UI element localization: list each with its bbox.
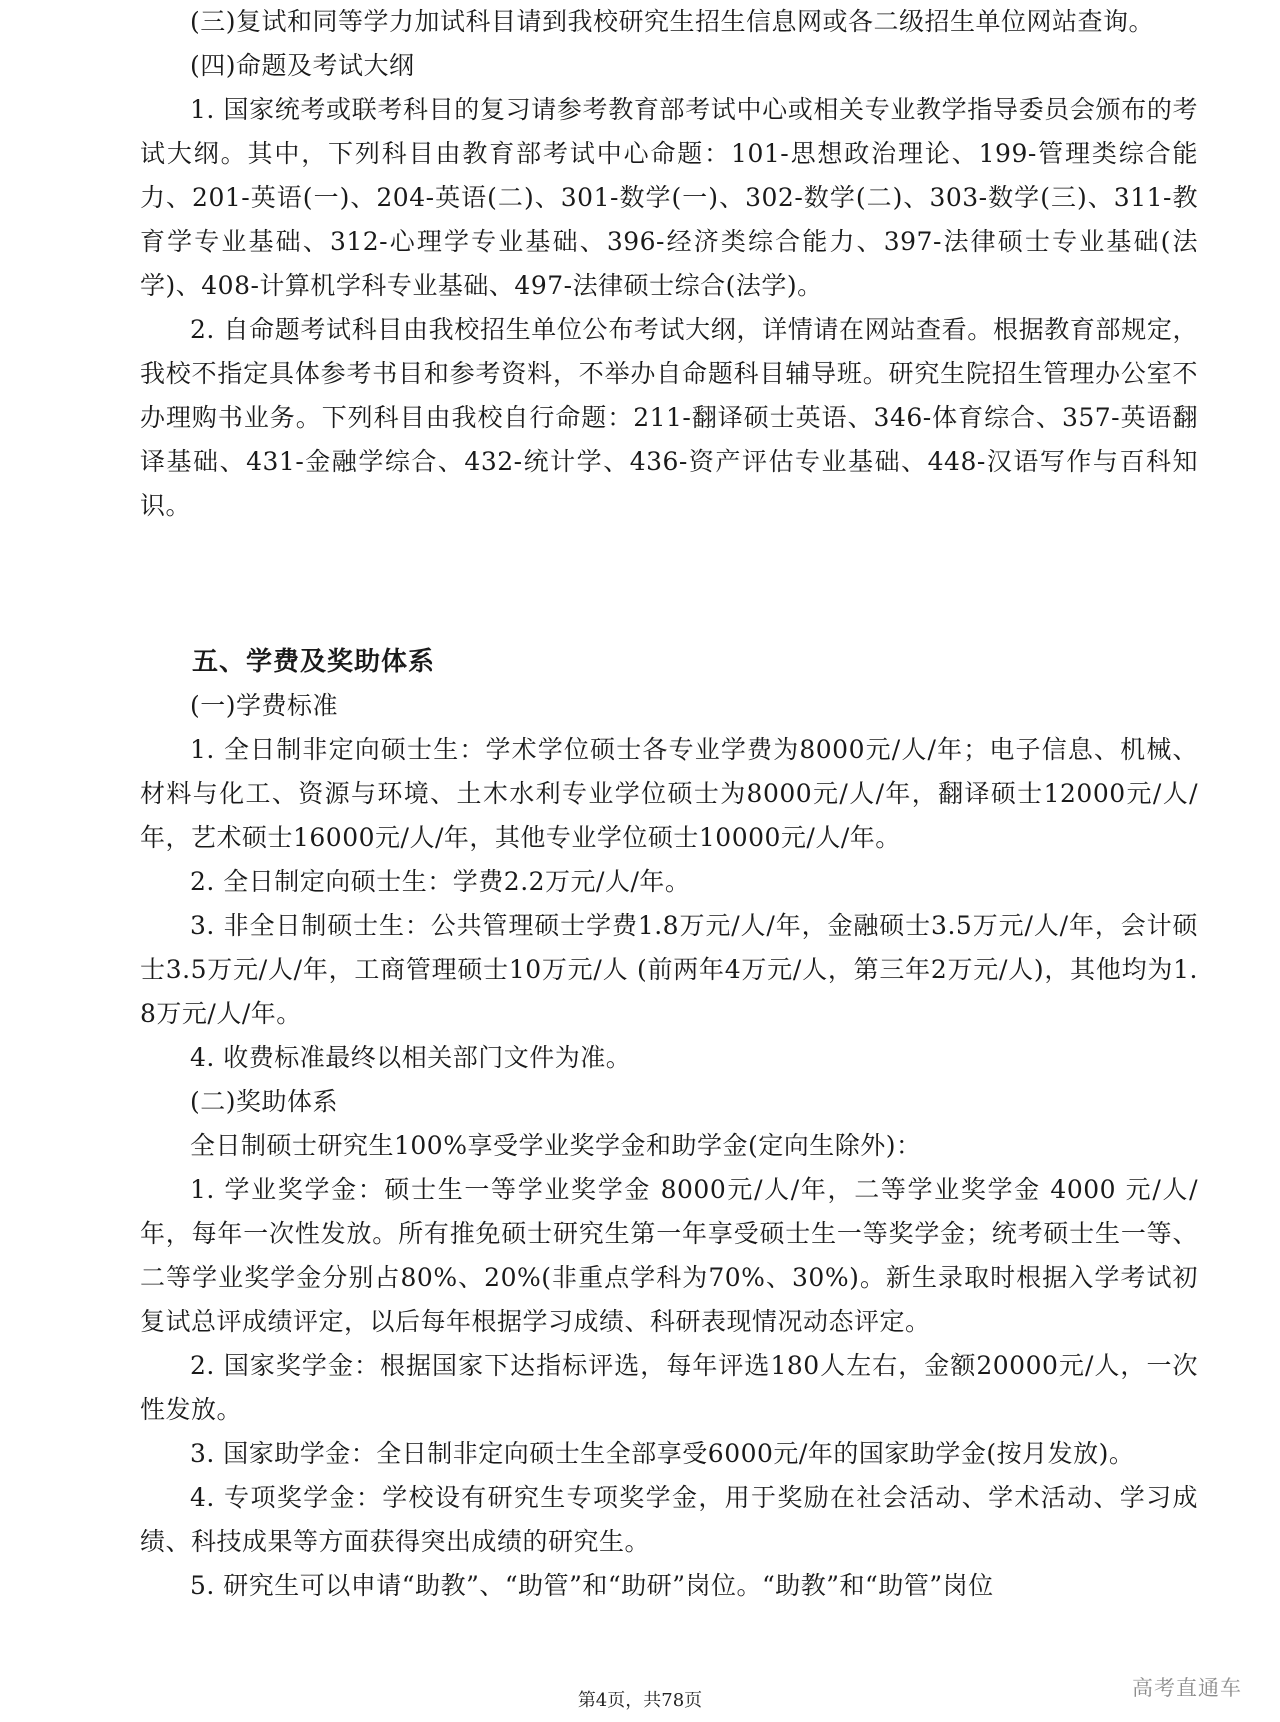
tuition-section (140, 640, 1198, 1608)
aid-item-1: 1. 学业奖学金：硕士生一等学业奖学金 8000元/人/年，二等学业奖学金 4000 元/人/年，每年一次性发放。所有推免硕士研究生第一年享受硕士生一等奖学金；统考硕士生一等、二等学业奖学金分别占80%、20%(非重点学科为70%、30%)。新生录取时根据入学考试初复试总评成绩评定，以后每年根据学习成绩、科研表现情况动态评定。 (140, 1175, 1198, 1336)
fee-item-2: 2. 全日制定向硕士生：学费2.2万元/人/年。 (190, 867, 691, 896)
subsection-heading-fee: (一)学费标准 (190, 691, 339, 720)
self-set-exam-paragraph: 2. 自命题考试科目由我校招生单位公布考试大纲，详情请在网站查看。根据教育部规定，我校不指定具体参考书目和参考资料，不举办自命题科目辅导班。研究生院招生管理办公室不办理购书业务。下列科目由我校自行命题：211-翻译硕士英语、346-体育综合、357-英语翻译基础、431-金融学综合、432-统计学、436-资产评估专业基础、448-汉语写作与百科知识。 (140, 315, 1198, 520)
fee-item-3: 3. 非全日制硕士生：公共管理硕士学费1.8万元/人/年，金融硕士3.5万元/人/年，会计硕士3.5万元/人/年，工商管理硕士10万元/人 (前两年4万元/人，第三年2万元/人)，其他均为1.8万元/人/年。 (140, 911, 1198, 1028)
aid-item-3: 3. 国家助学金：全日制非定向硕士生全部享受6000元/年的国家助学金(按月发放)。 (190, 1439, 1135, 1468)
exam-subjects-block (140, 0, 1198, 528)
aid-item-4: 4. 专项奖学金：学校设有研究生专项奖学金，用于奖励在社会活动、学术活动、学习成绩、科技成果等方面获得突出成绩的研究生。 (140, 1483, 1198, 1556)
watermark-label: 高考直通车 (1132, 1676, 1242, 1700)
section-title-tuition: 五、学费及奖助体系 (192, 647, 436, 677)
aid-item-5: 5. 研究生可以申请“助教”、“助管”和“助研”岗位。“助教”和“助管”岗位 (190, 1571, 994, 1600)
retest-subjects-paragraph: (三)复试和同等学力加试科目请到我校研究生招生信息网或各二级招生单位网站查询。 (190, 7, 1155, 36)
fee-item-4: 4. 收费标准最终以相关部门文件为准。 (190, 1043, 632, 1072)
subsection-heading-syllabus: (四)命题及考试大纲 (190, 51, 415, 80)
aid-intro: 全日制硕士研究生100%享受学业奖学金和助学金(定向生除外)： (190, 1131, 922, 1160)
national-exam-paragraph: 1. 国家统考或联考科目的复习请参考教育部考试中心或相关专业教学指导委员会颁布的考试大纲。其中，下列科目由教育部考试中心命题：101-思想政治理论、199-管理类综合能力、201-英语(一)、204-英语(二)、301-数学(一)、302-数学(二)、303-数学(三)、311-教育学专业基础、312-心理学专业基础、396-经济类综合能力、397-法律硕士专业基础(法学)、408-计算机学科专业基础、497-法律硕士综合(法学)。 (140, 95, 1198, 300)
fee-item-1: 1. 全日制非定向硕士生：学术学位硕士各专业学费为8000元/人/年；电子信息、机械、材料与化工、资源与环境、土木水利专业学位硕士为8000元/人/年，翻译硕士12000元/人/年，艺术硕士16000元/人/年，其他专业学位硕士10000元/人/年。 (140, 735, 1198, 852)
page-number-footer: 第4页，共78页 (577, 1690, 703, 1711)
aid-item-2: 2. 国家奖学金：根据国家下达指标评选，每年评选180人左右，金额20000元/人，一次性发放。 (140, 1351, 1198, 1424)
subsection-heading-aid: (二)奖助体系 (190, 1087, 339, 1116)
